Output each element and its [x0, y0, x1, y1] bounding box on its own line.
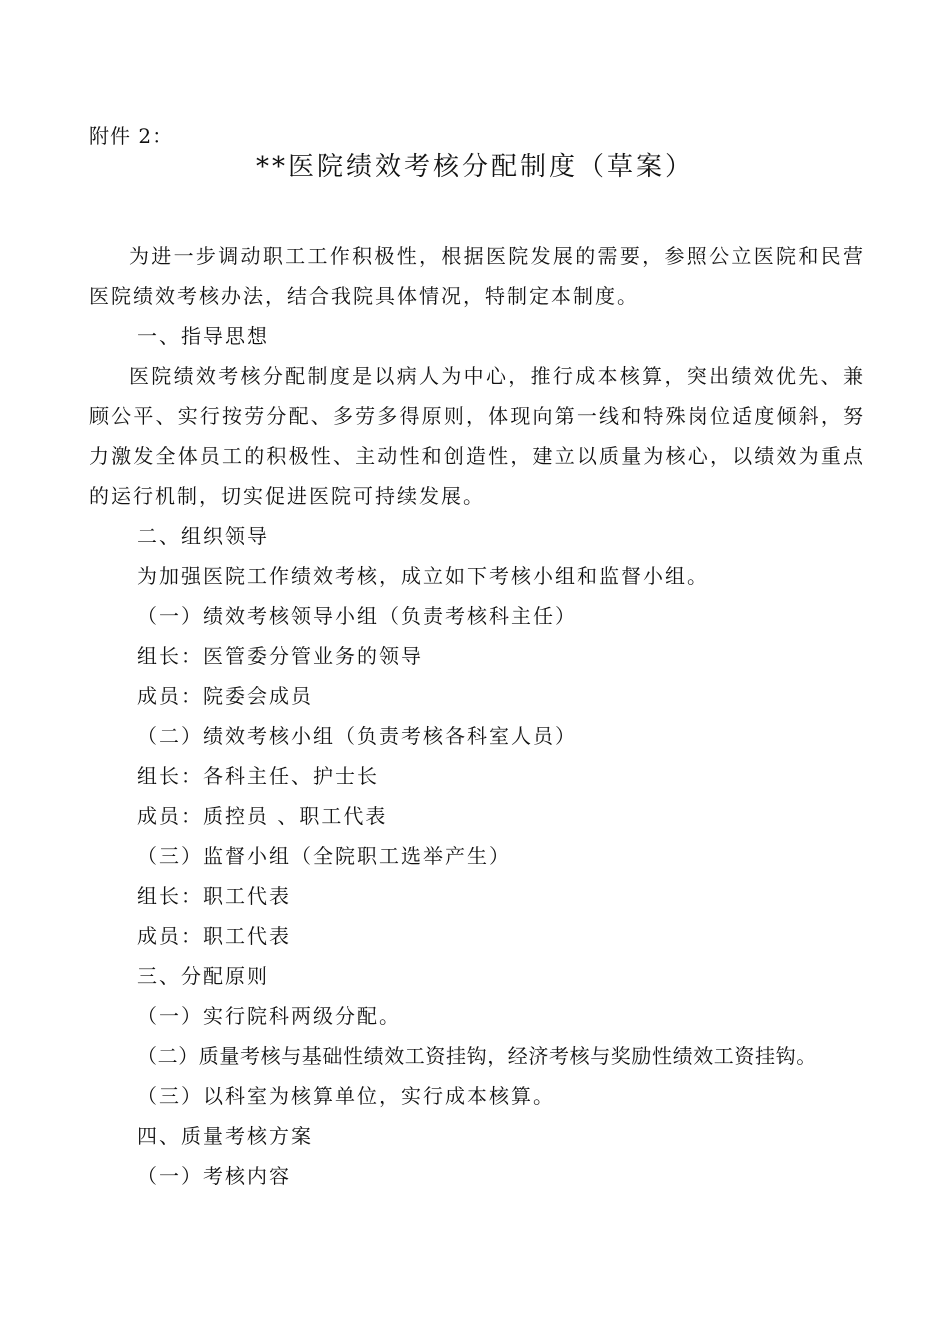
leadership-group-leader: 组长：医管委分管业务的领导	[137, 644, 423, 668]
guiding-principles-paragraph: 医院绩效考核分配制度是以病人为中心，推行成本核算，突出绩效优先、兼顾公平、实行按劳分配、多劳多得原则，体现向第一线和特殊岗位适度倾斜，努力激发全体员工的积极性、主动性和创造性，建立以质量为核心，以绩效为重点的运行机制，切实促进医院可持续发展。	[89, 364, 865, 508]
section-heading-organization: 二、组织领导	[137, 524, 269, 548]
assessment-group-members: 成员：质控员 、职工代表	[137, 804, 388, 828]
document-title: **医院绩效考核分配制度（草案）	[255, 152, 694, 182]
group-heading-supervision: （三）监督小组（全院职工选举产生）	[137, 844, 511, 868]
leadership-group-members: 成员：院委会成员	[137, 684, 313, 708]
attachment-label: 附件 2：	[89, 124, 174, 148]
organization-intro: 为加强医院工作绩效考核，成立如下考核小组和监督小组。	[137, 564, 709, 588]
distribution-principle-3: （三）以科室为核算单位，实行成本核算。	[137, 1084, 555, 1108]
supervision-group-members: 成员：职工代表	[137, 924, 291, 948]
section-heading-quality-assessment: 四、质量考核方案	[137, 1124, 313, 1148]
intro-paragraph: 为进一步调动职工工作积极性，根据医院发展的需要，参照公立医院和民营医院绩效考核办法，结合我院具体情况，特制定本制度。	[89, 244, 865, 308]
group-heading-assessment: （二）绩效考核小组（负责考核各科室人员）	[137, 724, 577, 748]
distribution-principle-1: （一）实行院科两级分配。	[137, 1004, 401, 1028]
section-heading-distribution: 三、分配原则	[137, 964, 269, 988]
group-heading-leadership: （一）绩效考核领导小组（负责考核科主任）	[137, 604, 577, 628]
section-heading-guiding-principles: 一、指导思想	[137, 324, 269, 348]
supervision-group-leader: 组长：职工代表	[137, 884, 291, 908]
distribution-principle-2: （二）质量考核与基础性绩效工资挂钩，经济考核与奖励性绩效工资挂钩。	[137, 1044, 817, 1068]
quality-assessment-subheading: （一）考核内容	[137, 1164, 291, 1188]
assessment-group-leader: 组长：各科主任、护士长	[137, 764, 379, 788]
document-body	[89, 236, 865, 1196]
